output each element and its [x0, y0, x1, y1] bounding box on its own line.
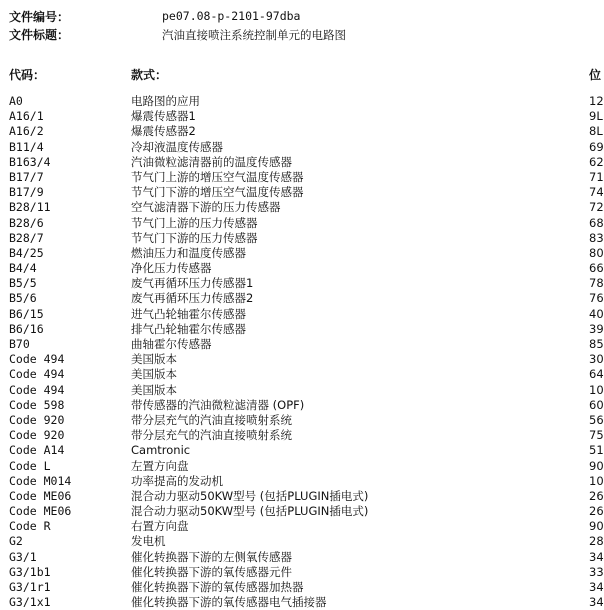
table-row [0, 140, 604, 155]
row-description: 空气滤清器下游的压力传感器 [131, 200, 281, 215]
row-description: 美国版本 [131, 352, 177, 367]
row-position: 83 [589, 230, 604, 245]
row-code: B5/6 [9, 291, 37, 306]
row-description: 带分层充气的汽油直接喷射系统 [131, 428, 292, 443]
table-row [0, 550, 604, 565]
row-code: B6/16 [9, 321, 44, 336]
table-row [0, 307, 604, 322]
row-description: 爆震传感器1 [131, 109, 196, 124]
row-code: Code 920 [9, 412, 65, 427]
row-description: 燃油压力和温度传感器 [131, 245, 246, 260]
row-code: B5/5 [9, 276, 37, 291]
row-code: B4/25 [9, 245, 44, 260]
row-code: B11/4 [9, 139, 44, 154]
table-row [0, 459, 604, 474]
row-position: 8L [589, 124, 603, 139]
row-description: 催化转换器下游的氧传感器元件 [131, 564, 292, 579]
row-position: 40 [589, 306, 604, 321]
table-row [0, 489, 604, 504]
row-description: 废气再循环压力传感器2 [131, 291, 254, 306]
row-position: 85 [589, 337, 604, 351]
table-row [0, 94, 604, 109]
col-header-pos: 位 [589, 68, 602, 82]
row-code: Code ME06 [9, 504, 72, 519]
doc-number-label: 文件编号： [9, 10, 70, 24]
table-row [0, 519, 604, 534]
row-position: 66 [589, 261, 604, 276]
row-position: 9L [589, 109, 603, 124]
row-description: 右置方向盘 [131, 519, 189, 534]
row-position: 26 [589, 504, 604, 519]
row-code: B17/9 [9, 185, 44, 200]
table-row [0, 109, 604, 124]
row-code: B6/15 [9, 306, 44, 321]
row-position: 72 [589, 200, 604, 215]
row-position: 51 [589, 443, 604, 458]
row-description: 催化转换器下游的氧传感器加热器 [131, 580, 304, 594]
table-row [0, 276, 604, 291]
row-code: G3/1x1 [9, 595, 51, 610]
row-position: 78 [589, 276, 604, 291]
row-position: 39 [589, 321, 604, 336]
row-code: Code 494 [9, 352, 65, 367]
row-code: Code A14 [9, 443, 65, 458]
row-description: 曲轴霍尔传感器 [131, 337, 212, 351]
table-row [0, 155, 604, 170]
row-position: 33 [589, 564, 604, 579]
doc-number: pe07.08-p-2101-97dba [162, 9, 301, 23]
row-description: 带传感器的汽油微粒滤清器 (OPF) [131, 397, 305, 412]
row-description: 节气门下游的增压空气温度传感器 [131, 185, 304, 200]
row-description: 催化转换器下游的氧传感器电气插接器 [131, 595, 327, 610]
row-position: 76 [589, 291, 604, 306]
table-row [0, 565, 604, 580]
col-header-desc: 款式： [131, 68, 168, 82]
row-code: Code ME06 [9, 488, 72, 503]
row-code: Code 598 [9, 397, 65, 412]
row-description: 冷却液温度传感器 [131, 139, 223, 154]
row-description: 进气凸轮轴霍尔传感器 [131, 306, 246, 321]
doc-title: 汽油直接喷注系统控制单元的电路图 [162, 28, 346, 42]
row-code: A16/1 [9, 109, 44, 124]
row-description: 排气凸轮轴霍尔传感器 [131, 321, 246, 336]
row-description: 废气再循环压力传感器1 [131, 276, 254, 291]
row-position: 71 [589, 169, 604, 184]
row-description: 混合动力驱动50KW型号 (包括PLUGIN插电式) [131, 504, 369, 519]
row-position: 30 [589, 352, 604, 367]
row-position: 10 [589, 382, 604, 397]
row-position: 68 [589, 215, 604, 230]
row-description: Camtronic [131, 443, 191, 458]
row-position: 80 [589, 245, 604, 260]
row-description: 爆震传感器2 [131, 124, 196, 139]
table-row [0, 504, 604, 519]
row-description: 发电机 [131, 534, 166, 549]
row-position: 34 [589, 580, 604, 594]
row-code: B4/4 [9, 261, 37, 276]
doc-title-label: 文件标题： [9, 28, 70, 42]
table-row [0, 200, 604, 215]
row-position: 60 [589, 397, 604, 412]
row-code: G3/1r1 [9, 580, 51, 594]
row-code: Code 494 [9, 382, 65, 397]
row-position: 10 [589, 473, 604, 488]
row-position: 56 [589, 412, 604, 427]
table-row [0, 367, 604, 382]
table-row [0, 413, 604, 428]
row-position: 62 [589, 154, 604, 169]
table-row [0, 595, 604, 610]
row-description: 左置方向盘 [131, 458, 189, 473]
table-row [0, 474, 604, 489]
row-description: 混合动力驱动50KW型号 (包括PLUGIN插电式) [131, 488, 369, 503]
row-code: B28/11 [9, 200, 51, 215]
row-code: Code 920 [9, 428, 65, 443]
row-position: 34 [589, 595, 604, 610]
row-code: G2 [9, 534, 23, 549]
row-position: 28 [589, 534, 604, 549]
row-code: B163/4 [9, 154, 51, 169]
row-description: 汽油微粒滤清器前的温度传感器 [131, 154, 292, 169]
row-position: 74 [589, 185, 604, 200]
row-description: 净化压力传感器 [131, 261, 212, 276]
row-description: 电路图的应用 [131, 94, 200, 108]
table-row [0, 170, 604, 185]
component-list [0, 94, 604, 610]
row-code: G3/1 [9, 549, 37, 564]
row-description: 节气门下游的压力传感器 [131, 230, 258, 245]
row-description: 美国版本 [131, 367, 177, 382]
row-position: 69 [589, 139, 604, 154]
table-row [0, 322, 604, 337]
row-code: A16/2 [9, 124, 44, 139]
table-row [0, 443, 604, 458]
row-position: 75 [589, 428, 604, 443]
row-description: 带分层充气的汽油直接喷射系统 [131, 412, 292, 427]
row-code: G3/1b1 [9, 564, 51, 579]
row-code: A0 [9, 94, 23, 108]
row-code: Code 494 [9, 367, 65, 382]
table-row [0, 383, 604, 398]
table-row [0, 216, 604, 231]
table-row [0, 261, 604, 276]
row-code: B70 [9, 337, 30, 351]
row-position: 26 [589, 488, 604, 503]
row-code: Code M014 [9, 473, 72, 488]
row-position: 34 [589, 549, 604, 564]
row-code: B17/7 [9, 169, 44, 184]
table-row [0, 185, 604, 200]
table-row [0, 291, 604, 306]
row-position: 90 [589, 458, 604, 473]
table-row [0, 580, 604, 595]
row-position: 12 [589, 94, 604, 108]
row-code: B28/7 [9, 230, 44, 245]
table-row [0, 124, 604, 139]
table-row [0, 337, 604, 352]
row-description: 美国版本 [131, 382, 177, 397]
row-description: 节气门上游的增压空气温度传感器 [131, 169, 304, 184]
row-code: Code L [9, 458, 51, 473]
table-row [0, 428, 604, 443]
table-row [0, 352, 604, 367]
col-header-code: 代码： [9, 68, 46, 82]
row-description: 节气门上游的压力传感器 [131, 215, 258, 230]
row-description: 催化转换器下游的左侧氧传感器 [131, 549, 292, 564]
table-row [0, 246, 604, 261]
row-code: B28/6 [9, 215, 44, 230]
row-position: 64 [589, 367, 604, 382]
table-row [0, 231, 604, 246]
row-description: 功率提高的发动机 [131, 473, 223, 488]
row-code: Code R [9, 519, 51, 534]
table-row [0, 398, 604, 413]
table-row [0, 534, 604, 549]
row-position: 90 [589, 519, 604, 534]
